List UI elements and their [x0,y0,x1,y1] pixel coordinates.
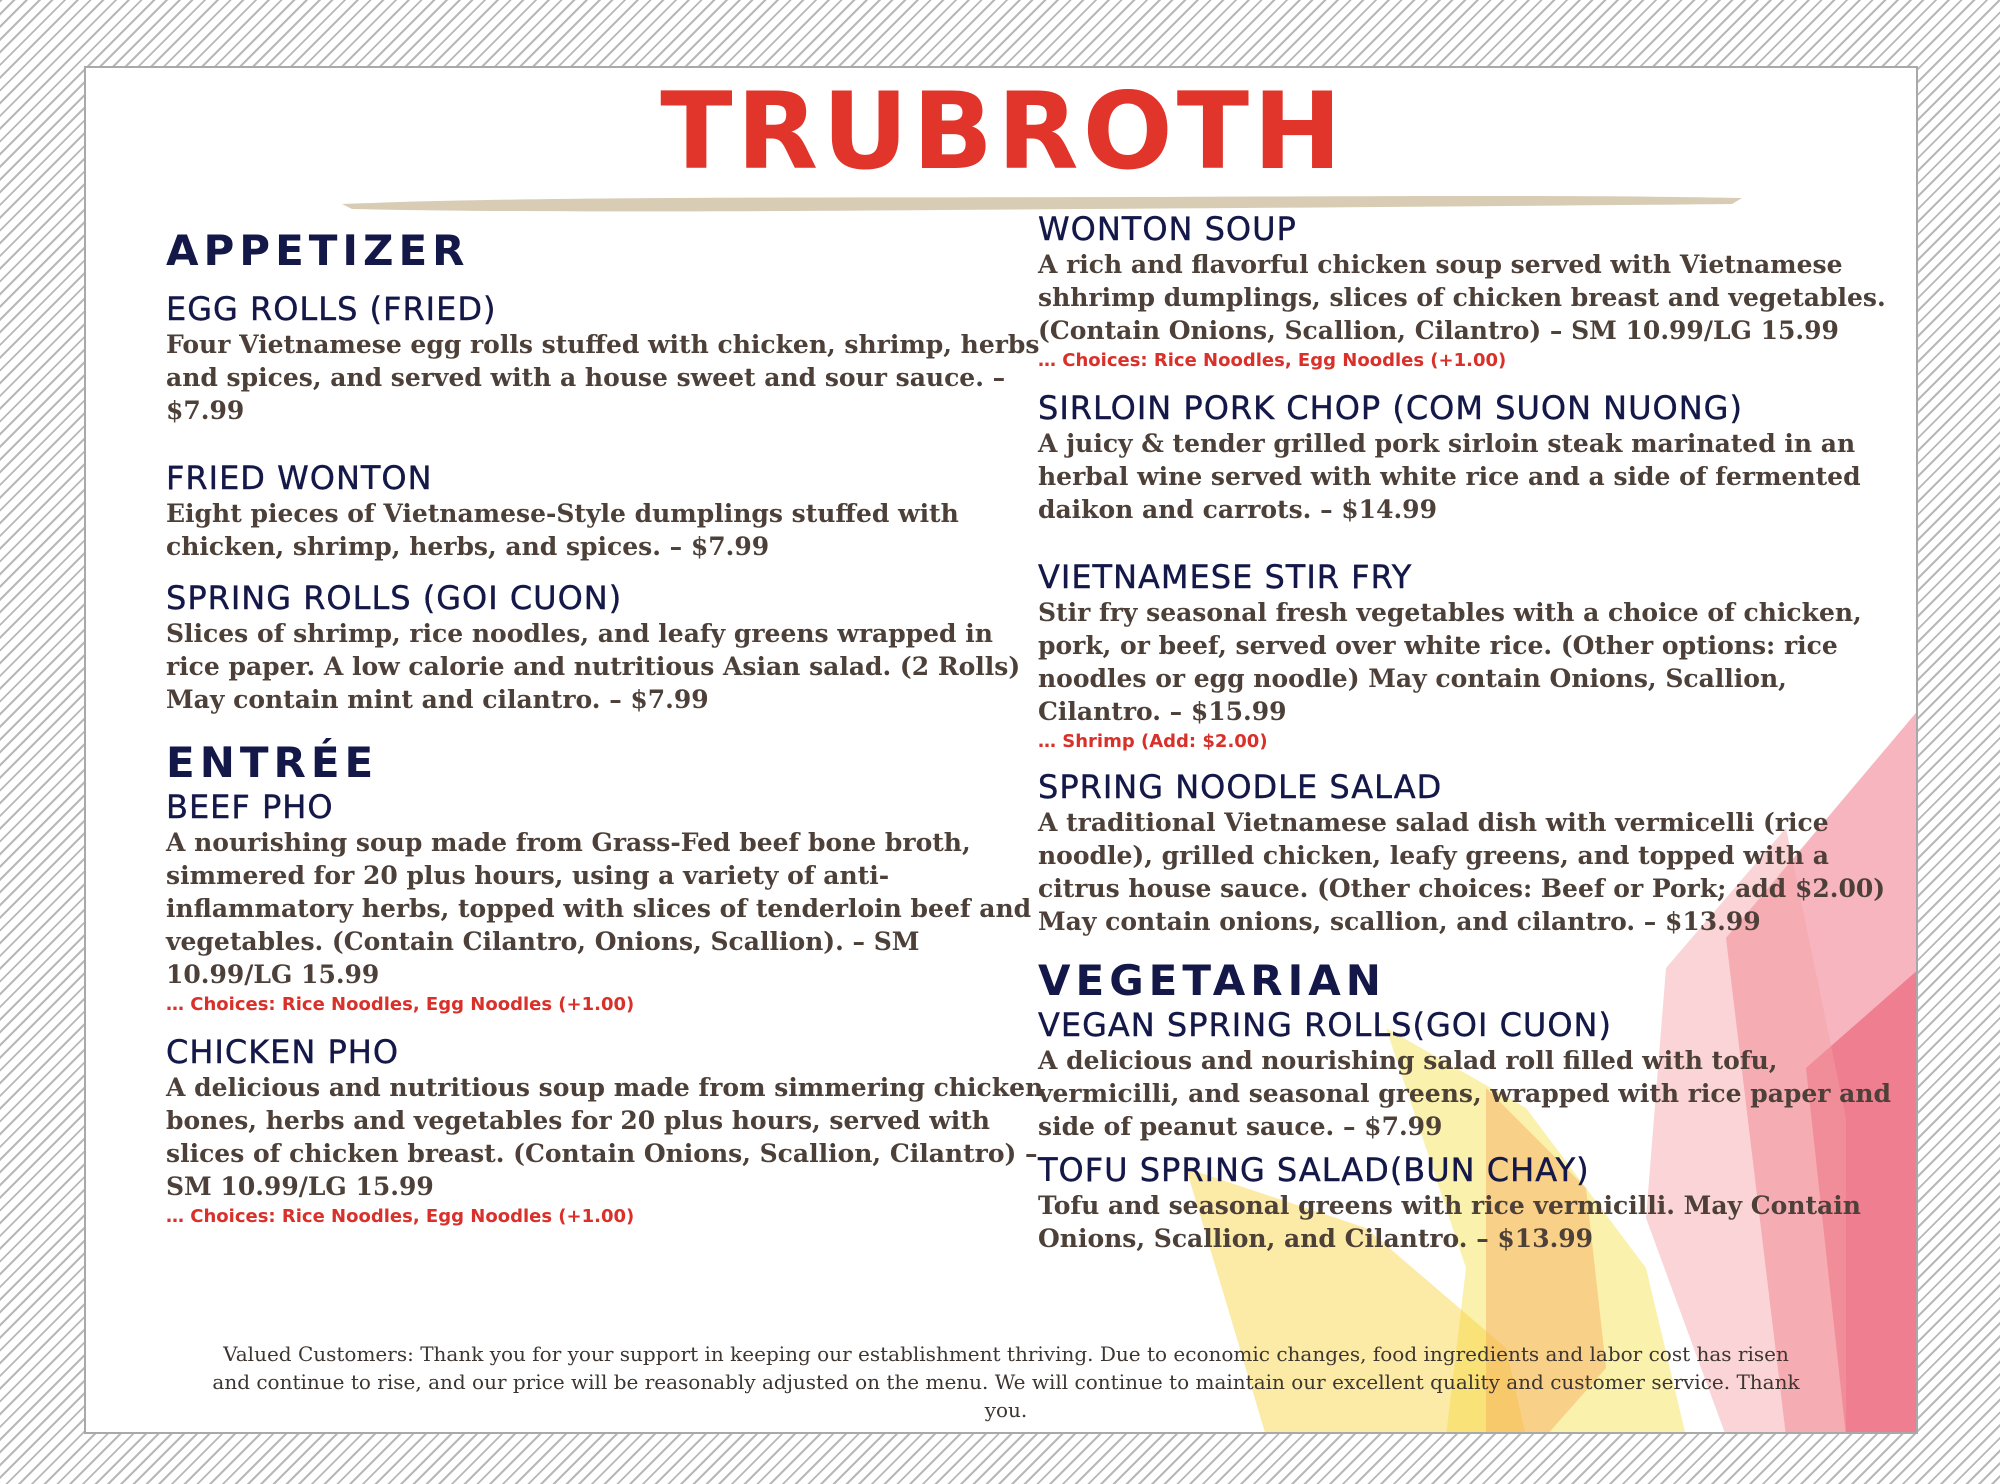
item-description: Tofu and seasonal greens with rice vermicilli. May Contain Onions, Scallion, and Cilantro. – $13.99 [1038,1191,1861,1253]
item-choice-note: … Choices: Rice Noodles, Egg Noodles (+1.00) [1038,350,1507,371]
item-description: A traditional Vietnamese salad dish with vermicelli (rice noodle), grilled chicken, leafy greens, and topped with a citrus house sauce. (Other choices: Beef or Pork; add $2.00) May contain onions, scallion, and cilantro. – $13.99 [1038,808,1886,936]
item-description: Four Vietnamese egg rolls stuffed with chicken, shrimp, herbs and spices, and served with a house sweet and sour sauce. – $7.99 [166,330,1040,425]
menu-item-spring-noodle-salad [1038,768,1918,938]
customer-notice: Valued Customers: Thank you for your support in keeping our establishment thriving. Due to economic changes, food ingredients and labor cost has risen and continue to rise, and our price will be reasonably adjusted on the menu. We will continue to maintain our excellent quality and customer service. Thank you. [212,1342,1800,1422]
item-name: TOFU SPRING SALAD(BUN CHAY) [1038,1151,1590,1189]
item-description: Stir fry seasonal fresh vegetables with a choice of chicken, pork, or beef, served over white rice. (Other options: rice noodles or egg noodle) May contain Onions, Scallion, Cilantro. – $15.99 [1038,598,1862,726]
entree-heading: ENTRÉE [166,738,379,787]
item-description: A delicious and nutritious soup made from simmering chicken bones, herbs and vegetables for 20 plus hours, served with slices of chicken breast. (Contain Onions, Scallion, Cilantro) – SM 10.99/LG 15.99 [166,1073,1044,1201]
item-name: WONTON SOUP [1038,210,1297,248]
item-choice-note: … Choices: Rice Noodles, Egg Noodles (+1.00) [166,1206,635,1227]
menu-item-stir-fry [1038,558,1918,754]
item-description: A juicy & tender grilled pork sirloin steak marinated in an herbal wine served with white rice and a side of fermented daikon and carrots. – $14.99 [1038,429,1861,524]
item-description: A delicious and nourishing salad roll filled with tofu, vermicilli, and seasonal greens, wrapped with rice paper and side of peanut sauce. – $7.99 [1038,1046,1892,1141]
item-choice-note: … Shrimp (Add: $2.00) [1038,731,1268,752]
menu-item-egg-rolls [166,290,1046,427]
item-name: CHICKEN PHO [166,1033,400,1071]
menu-item-vegan-spring-rolls [1038,1006,1918,1143]
menu-item-spring-rolls [166,579,1046,716]
menu-item-wonton-soup [1038,210,1918,373]
item-choice-note: … Choices: Rice Noodles, Egg Noodles (+1.00) [166,994,635,1015]
right-column [1038,210,1918,1275]
restaurant-title: TRUBROTH [660,70,1346,193]
left-column [166,210,1046,1249]
item-description: Eight pieces of Vietnamese-Style dumplings stuffed with chicken, shrimp, herbs, and spices. – $7.99 [166,499,959,561]
item-description: Slices of shrimp, rice noodles, and leafy greens wrapped in rice paper. A low calorie and nutritious Asian salad. (2 Rolls) May contain mint and cilantro. – $7.99 [166,619,1021,714]
item-description: A nourishing soup made from Grass-Fed beef bone broth, simmered for 20 plus hours, using a variety of anti-inflammatory herbs, topped with slices of tenderloin beef and vegetables. (Contain Cilantro, Onions, Scallion). – SM 10.99/LG 15.99 [166,828,1032,989]
item-name: SIRLOIN PORK CHOP (COM SUON NUONG) [1038,389,1743,427]
item-name: FRIED WONTON [166,459,433,497]
item-name: SPRING NOODLE SALAD [1038,768,1443,806]
item-name: SPRING ROLLS (GOI CUON) [166,579,623,617]
appetizer-heading: APPETIZER [166,226,470,275]
item-description: A rich and flavorful chicken soup served with Vietnamese shhrimp dumplings, slices of chicken breast and vegetables. (Contain Onions, Scallion, Cilantro) – SM 10.99/LG 15.99 [1038,250,1886,345]
menu-item-chicken-pho [166,1033,1046,1229]
item-name: VIETNAMESE STIR FRY [1038,558,1413,596]
menu-item-beef-pho [166,788,1046,1017]
menu-item-sirloin-pork-chop [1038,389,1918,526]
item-name: VEGAN SPRING ROLLS(GOI CUON) [1038,1006,1612,1044]
menu-item-tofu-spring-salad [1038,1151,1918,1255]
item-name: EGG ROLLS (FRIED) [166,290,497,328]
menu-item-fried-wonton [166,459,1046,563]
item-name: BEEF PHO [166,788,334,826]
menu-panel [84,66,1918,1434]
vegetarian-heading: VEGETARIAN [1038,956,1386,1005]
